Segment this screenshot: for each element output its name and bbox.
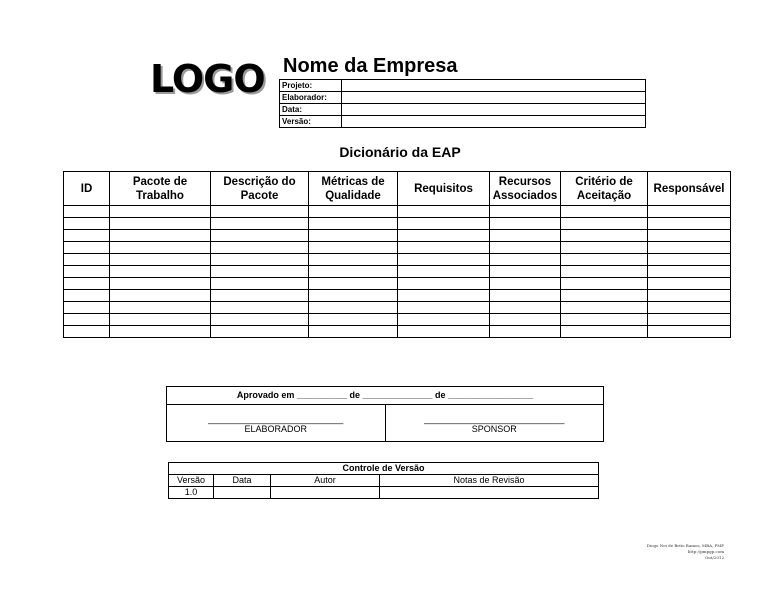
eap-cell (561, 314, 648, 326)
eap-cell (64, 254, 110, 266)
signature-line: ____________________________ (424, 414, 565, 424)
eap-cell (490, 266, 561, 278)
eap-cell (398, 242, 490, 254)
eap-cell (648, 218, 731, 230)
eap-cell (309, 206, 398, 218)
eap-cell (490, 254, 561, 266)
eap-cell (648, 206, 731, 218)
eap-cell (211, 206, 309, 218)
eap-cell (211, 218, 309, 230)
signature-area (167, 405, 603, 442)
eap-cell (211, 278, 309, 290)
eap-row (64, 230, 731, 242)
eap-cell (648, 254, 731, 266)
info-value (342, 92, 646, 104)
eap-cell (398, 218, 490, 230)
eap-cell (490, 290, 561, 302)
eap-cell (110, 218, 211, 230)
info-row-elaborador (280, 92, 646, 104)
col-associated-resources: Recursos Associados (490, 172, 561, 206)
version-control-title: Controle de Versão (169, 463, 599, 475)
info-label: Elaborador: (280, 92, 342, 104)
col-quality-metrics: Métricas de Qualidade (309, 172, 398, 206)
signature-label: SPONSOR (471, 424, 517, 434)
notes-cell (380, 487, 599, 499)
eap-cell (309, 314, 398, 326)
eap-cell (490, 230, 561, 242)
eap-cell (561, 206, 648, 218)
eap-cell (309, 326, 398, 338)
signature-label: ELABORADOR (244, 424, 308, 434)
version-row (169, 487, 599, 499)
eap-cell (561, 278, 648, 290)
eap-cell (211, 230, 309, 242)
eap-cell (398, 326, 490, 338)
eap-cell (490, 326, 561, 338)
eap-cell (110, 206, 211, 218)
col-author: Autor (271, 475, 380, 487)
eap-row (64, 302, 731, 314)
eap-body (64, 206, 731, 338)
eap-cell (309, 218, 398, 230)
approval-line: Aprovado em __________ de ______________ de _________________ (167, 387, 603, 405)
eap-cell (490, 206, 561, 218)
eap-cell (648, 290, 731, 302)
eap-cell (398, 230, 490, 242)
info-label: Versão: (280, 116, 342, 128)
eap-row (64, 206, 731, 218)
eap-row (64, 254, 731, 266)
col-requirements: Requisitos (398, 172, 490, 206)
eap-cell (398, 278, 490, 290)
info-row-projeto (280, 80, 646, 92)
eap-cell (64, 218, 110, 230)
eap-dictionary-table (63, 171, 731, 338)
eap-cell (64, 278, 110, 290)
credit-line: http://pmpgp.com (687, 549, 724, 554)
date-cell (214, 487, 271, 499)
eap-cell (64, 242, 110, 254)
signature-sponsor (385, 405, 604, 442)
eap-cell (490, 278, 561, 290)
eap-cell (110, 278, 211, 290)
col-responsible: Responsável (648, 172, 731, 206)
version-title-row (169, 463, 599, 475)
eap-cell (110, 242, 211, 254)
eap-cell (110, 230, 211, 242)
eap-cell (110, 266, 211, 278)
eap-cell (309, 302, 398, 314)
eap-cell (648, 314, 731, 326)
eap-cell (309, 242, 398, 254)
eap-cell (398, 302, 490, 314)
eap-cell (490, 314, 561, 326)
eap-cell (398, 254, 490, 266)
version-control-table (168, 462, 599, 499)
author-credit (600, 543, 724, 561)
eap-cell (561, 218, 648, 230)
eap-cell (398, 206, 490, 218)
eap-row (64, 218, 731, 230)
eap-cell (110, 326, 211, 338)
eap-row (64, 290, 731, 302)
info-row-data (280, 104, 646, 116)
info-value (342, 80, 646, 92)
project-info-table (279, 79, 646, 128)
eap-row (64, 242, 731, 254)
eap-cell (309, 278, 398, 290)
eap-cell (561, 302, 648, 314)
eap-cell (64, 314, 110, 326)
eap-cell (648, 230, 731, 242)
approval-box (166, 386, 604, 442)
eap-cell (211, 254, 309, 266)
eap-cell (561, 230, 648, 242)
col-work-package: Pacote de Trabalho (110, 172, 211, 206)
eap-cell (648, 266, 731, 278)
eap-cell (648, 278, 731, 290)
col-id: ID (64, 172, 110, 206)
eap-cell (398, 266, 490, 278)
eap-cell (648, 326, 731, 338)
info-label: Projeto: (280, 80, 342, 92)
company-name: Nome da Empresa (283, 55, 458, 77)
eap-cell (64, 326, 110, 338)
eap-cell (309, 290, 398, 302)
credit-line: Diogo Nei de Brito Ramos, MBA, PMP (646, 543, 724, 548)
eap-cell (398, 314, 490, 326)
eap-cell (648, 302, 731, 314)
eap-cell (64, 290, 110, 302)
info-label: Data: (280, 104, 342, 116)
eap-header-row (64, 172, 731, 206)
col-date: Data (214, 475, 271, 487)
signature-line: ___________________________ (208, 414, 344, 424)
credit-line: Out/2012 (705, 555, 724, 560)
eap-cell (398, 290, 490, 302)
eap-cell (561, 290, 648, 302)
eap-cell (309, 230, 398, 242)
eap-cell (64, 266, 110, 278)
author-cell (271, 487, 380, 499)
eap-row (64, 266, 731, 278)
eap-row (64, 278, 731, 290)
eap-row (64, 314, 731, 326)
eap-cell (110, 254, 211, 266)
eap-cell (490, 218, 561, 230)
info-row-versao (280, 116, 646, 128)
col-package-description: Descrição do Pacote (211, 172, 309, 206)
eap-cell (211, 326, 309, 338)
signature-elaborador (167, 405, 385, 442)
col-revision-notes: Notas de Revisão (380, 475, 599, 487)
document-title: Dicionário da EAP (339, 144, 461, 160)
eap-cell (211, 314, 309, 326)
info-value (342, 104, 646, 116)
col-acceptance-criteria: Critério de Aceitação (561, 172, 648, 206)
eap-cell (561, 266, 648, 278)
eap-cell (490, 242, 561, 254)
eap-cell (561, 254, 648, 266)
col-version: Versão (169, 475, 214, 487)
eap-row (64, 326, 731, 338)
eap-cell (211, 242, 309, 254)
eap-cell (648, 242, 731, 254)
eap-cell (211, 266, 309, 278)
eap-cell (64, 206, 110, 218)
eap-cell (561, 242, 648, 254)
version-cell: 1.0 (169, 487, 214, 499)
eap-cell (64, 302, 110, 314)
eap-cell (110, 314, 211, 326)
eap-cell (561, 326, 648, 338)
logo: LOGO (150, 57, 265, 101)
eap-cell (110, 290, 211, 302)
eap-cell (64, 230, 110, 242)
eap-cell (490, 302, 561, 314)
eap-cell (309, 254, 398, 266)
info-value (342, 116, 646, 128)
eap-cell (211, 302, 309, 314)
eap-cell (309, 266, 398, 278)
eap-cell (211, 290, 309, 302)
eap-cell (110, 302, 211, 314)
version-header-row (169, 475, 599, 487)
